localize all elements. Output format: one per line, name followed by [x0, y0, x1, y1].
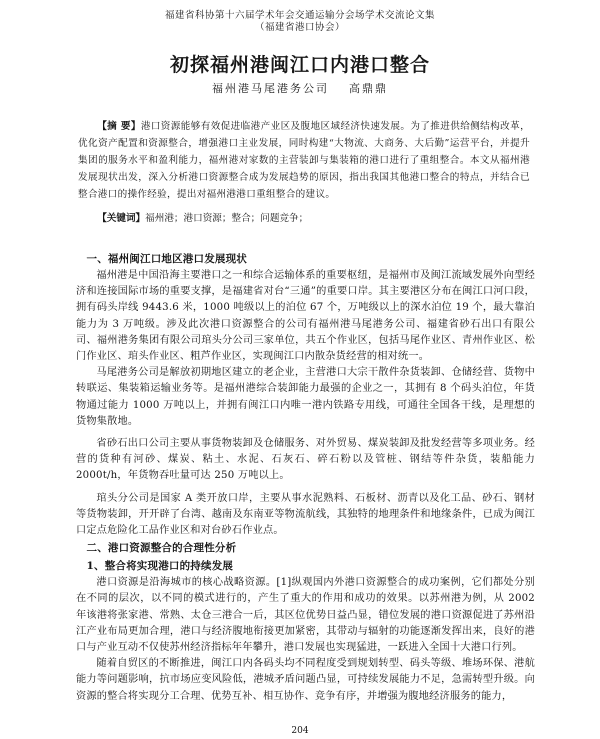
paragraph: 马尾港务公司是解放初期地区建立的老企业，主营港口大宗干散件杂货装卸、仓储经营、货物中转联运、集装箱运输业务等。是福州港综合装卸能力最强的企业之一，其拥有 8 个码头泊位，年货物通过能力 1000 万吨以上，并拥有闽江口内唯一港内铁路专用线，可通往全国各干线，是理想的货物集散地。 [76, 367, 535, 427]
paragraph: 省砂石出口公司主要从事货物装卸及仓储服务、对外贸易、煤炭装卸及批发经营等多项业务。经营的货种有河砂、煤炭、粘土、水泥、石灰石、碎石粉以及管桩、钢结等件杂货，装船能力 2000t/h，年货物吞吐量可达 250 万吨以上。 [76, 438, 535, 482]
header-line-2: （福建省港口协会） [254, 22, 345, 33]
subsection-heading: 1、整合将实现港口的持续发展 [86, 560, 234, 573]
paper-title: 初探福州港闽江口内港口整合 [169, 54, 430, 76]
keywords-label: 【关键词】 [97, 213, 146, 224]
section-2-heading: 二、港口资源整合的合理性分析 [86, 542, 237, 555]
author-org: 福州港马尾港务公司 [212, 82, 329, 95]
page-number: 204 [291, 726, 309, 736]
author-name: 高鼎鼎 [349, 82, 388, 95]
keywords-text: 福州港；港口资源；整合；问题竞争； [145, 213, 309, 224]
abstract-label: 【摘 要】 [97, 121, 141, 132]
body-text [76, 250, 535, 705]
abstract-text: 港口资源能够有效促进临港产业区及腹地区域经济快速发展。为了推进供给侧结构改革，优化资产配置和资源整合，增强港口主业发展，同时构建“大物流、大商务、大后勤”运营平台，并提升集团的服务水平和盈利能力，福州港对家数的主营装卸与集装箱的港口进行了重组整合。本文从福州港发展现状出发，深入分析港口资源整合成为发展趋势的原因，指出我国其他港口整合的特点，并结合已整合港口的操作经验，提出对福州港港口重组整合的建议。 [78, 121, 530, 200]
paragraph: 港口资源是沿海城市的核心战略资源。[1]纵观国内外港口资源整合的成功案例，它们都处分别在不同的层次，以不同的模式进行的，产生了重大的作用和成功的效果。以苏州港为例，从 2002 年该港将张家港、常熟、太仓三港合一后，其区位优势日益凸显，错位发展的港口资源促进了苏州沿江产业布局更加合理，港口与经济腹地衔接更加紧密，其带动与辐射的功能逐渐发挥出来，良好的港口与产业互动不仅使苏州经济指标年年攀升，港口发展也实现猛进，一跃进入全国十大港口行列。 [76, 577, 535, 654]
header-line-1: 福建省科协第十六届学术年会交通运输分会场学术交流论文集 [164, 10, 435, 21]
paragraph: 随着自贸区的不断推进，闽江口内各码头均不同程度受到规划转型、码头等级、堆场环保、港航能力等问题影响，抗市场应变风险低，港城矛盾问题凸显，可持续发展能力不足，急需转型升级。向资源的整合将实现分工合理、优势互补、相互协作、竞争有序，并增强为腹地经济服务的能力， [76, 658, 535, 702]
running-header [0, 10, 600, 34]
section-1-heading: 一、福州闽江口地区港口发展现状 [86, 253, 247, 265]
paragraph: 福州港是中国沿海主要港口之一和综合运输体系的重要枢纽，是福州市及闽江流域发展外向型经济和连接国际市场的重要支撑，是福建省对台“三通”的重要口岸。其主要港区分布在闽江口河口段，拥有码头岸线 9443.6 米，1000 吨级以上的泊位 67 个，万吨级以上的深水泊位 19 个，最大靠泊能力为 3 万吨级。涉及此次港口资源整合的公司有福州港马尾港务公司、福建省砂石出口有限公司、福州港务集团有限公司琯头分公司三家单位，共五个作业区，包括马尾作业区、青州作业区、松门作业区、琯头作业区、粗芦作业区，实现闽江口内散杂货经营的相对统一。 [76, 270, 535, 363]
keywords [78, 211, 530, 226]
abstract [78, 118, 530, 203]
author-line [0, 80, 600, 96]
paragraph: 琯头分公司是国家 A 类开放口岸，主要从事水泥熟料、石板材、沥青以及化工品、砂石、钢材等货物装卸，开开辟了台湾、越南及东南亚等物流航线，其独特的地理条件和地缘条件，已成为闽江口定点危险化工品作业区和对台砂石作业点。 [76, 492, 535, 537]
